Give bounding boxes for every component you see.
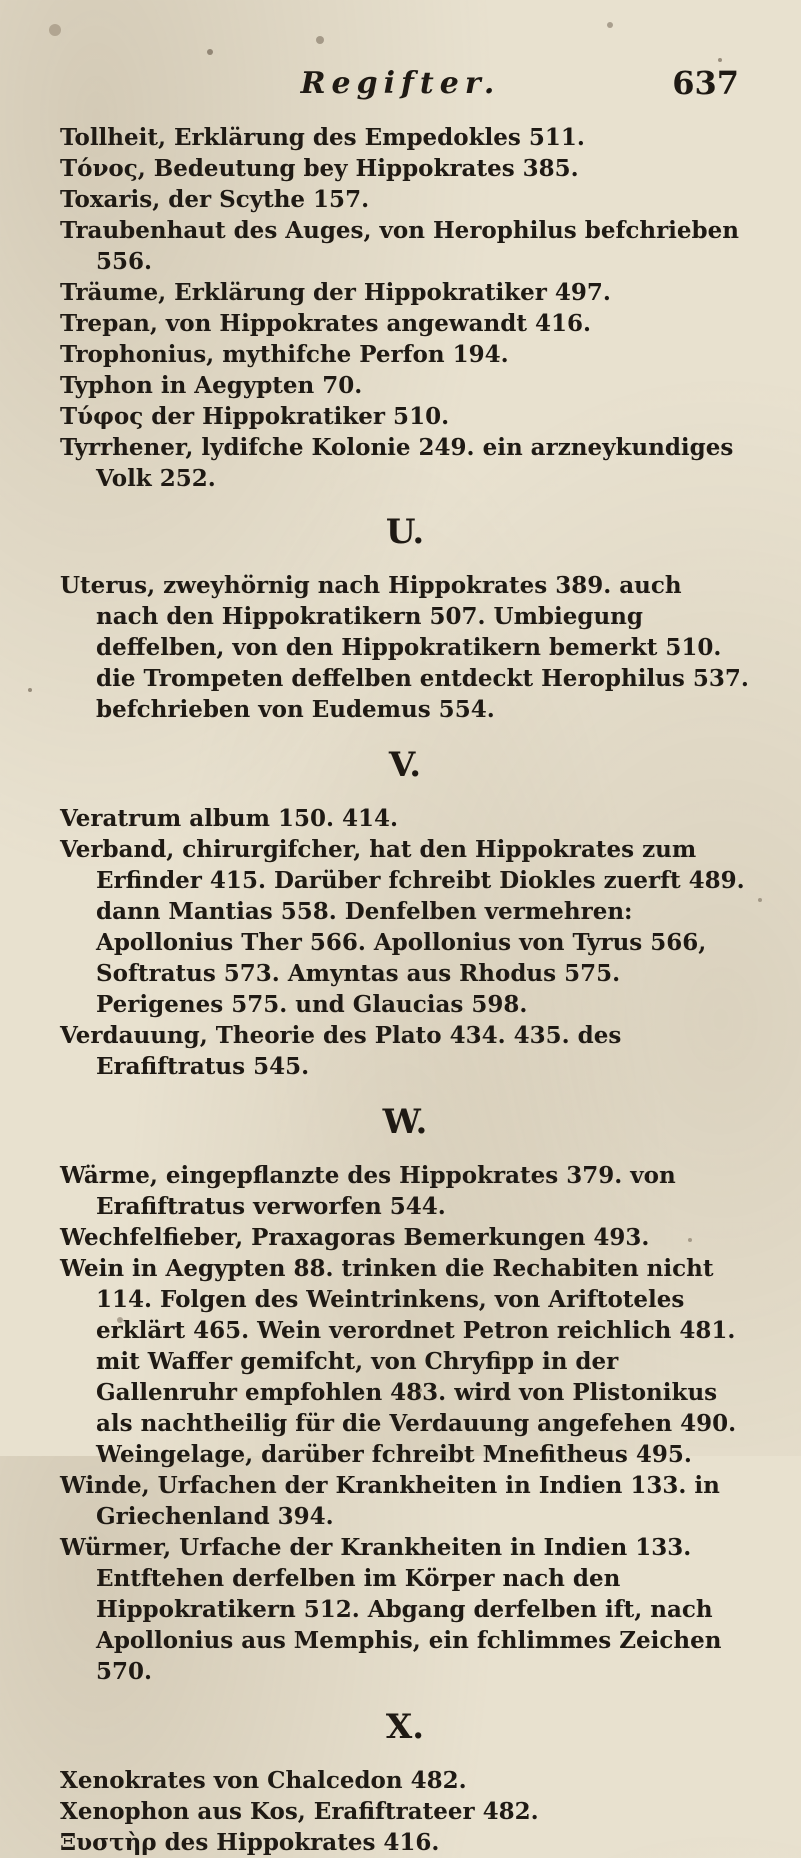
page-number: 637 bbox=[672, 64, 739, 102]
section-w bbox=[60, 1096, 750, 1687]
section-letter-heading: V. bbox=[388, 745, 422, 785]
index-entry: Trepan, von Hippokrates angewandt 416. bbox=[60, 310, 591, 337]
section-v bbox=[60, 739, 750, 1082]
index-entry: Wärme, eingepflanzte des Hippokrates 379. von Erafiftratus verworfen 544. bbox=[60, 1162, 676, 1220]
index-entry: Τύφος der Hippokratiker 510. bbox=[60, 403, 450, 430]
index-entry: Tollheit, Erklärung des Empedokles 511. bbox=[60, 124, 585, 151]
section-u bbox=[60, 506, 750, 725]
index-entry: Veratrum album 150. 414. bbox=[60, 805, 399, 832]
page-header bbox=[0, 64, 801, 104]
index-entry: Verdauung, Theorie des Plato 434. 435. des Erafiftratus 545. bbox=[60, 1022, 622, 1080]
index-entry: Winde, Urfachen der Krankheiten in Indien 133. in Griechenland 394. bbox=[60, 1472, 720, 1530]
section-x bbox=[60, 1701, 750, 1858]
index-entry: Toxaris, der Scythe 157. bbox=[60, 186, 370, 213]
index-content bbox=[60, 122, 750, 1858]
index-entry: Wein in Aegypten 88. trinken die Rechabiten nicht 114. Folgen des Weintrinkens, von Ariftoteles erklärt 465. Wein verordnet Petron reichlich 481. mit Waffer gemifcht, von Chryfipp in der Gallenruhr empfohlen 483. wird von Plistonikus als nachtheilig für die Verdauung angefehen 490. Weingelage, darüber fchreibt Mnefitheus 495. bbox=[60, 1255, 737, 1468]
index-entry: Xenokrates von Chalcedon 482. bbox=[60, 1767, 467, 1794]
section-letter-heading: W. bbox=[382, 1102, 428, 1142]
section-letter-heading: X. bbox=[385, 1707, 425, 1747]
index-entry: Xenophon aus Kos, Erafiftrateer 482. bbox=[60, 1798, 539, 1825]
index-entry: Verband, chirurgifcher, hat den Hippokrates zum Erfinder 415. Darüber fchreibt Diokles zuerft 489. dann Mantias 558. Denfelben vermehren: Apollonius Ther 566. Apollonius von Tyrus 566, Softratus 573. Amyntas aus Rhodus 575. Perigenes 575. und Glaucias 598. bbox=[60, 836, 745, 1018]
section-t bbox=[60, 122, 750, 494]
index-entry: Uterus, zweyhörnig nach Hippokrates 389. auch nach den Hippokratikern 507. Umbiegung deffelben, von den Hippokratikern bemerkt 510. die Trompeten deffelben entdeckt Herophilus 537. befchrieben von Eudemus 554. bbox=[60, 572, 749, 723]
index-entry: Ξυστὴρ des Hippokrates 416. bbox=[60, 1829, 440, 1856]
running-head: Regifter. bbox=[300, 66, 501, 101]
index-entry: Traubenhaut des Auges, von Herophilus befchrieben 556. bbox=[60, 217, 739, 275]
index-entry: Τόνος, Bedeutung bey Hippokrates 385. bbox=[60, 155, 579, 182]
index-entry: Trophonius, mythifche Perfon 194. bbox=[60, 341, 509, 368]
index-entry: Würmer, Urfache der Krankheiten in Indien 133. Entftehen derfelben im Körper nach den Hippokratikern 512. Abgang derfelben ift, nach Apollonius aus Memphis, ein fchlimmes Zeichen 570. bbox=[60, 1534, 722, 1685]
index-entry: Träume, Erklärung der Hippokratiker 497. bbox=[60, 279, 611, 306]
index-entry: Typhon in Aegypten 70. bbox=[60, 372, 363, 399]
section-letter-heading: U. bbox=[385, 512, 425, 552]
index-entry: Wechfelfieber, Praxagoras Bemerkungen 493. bbox=[60, 1224, 650, 1251]
index-entry: Tyrrhener, lydifche Kolonie 249. ein arzneykundiges Volk 252. bbox=[60, 434, 734, 492]
